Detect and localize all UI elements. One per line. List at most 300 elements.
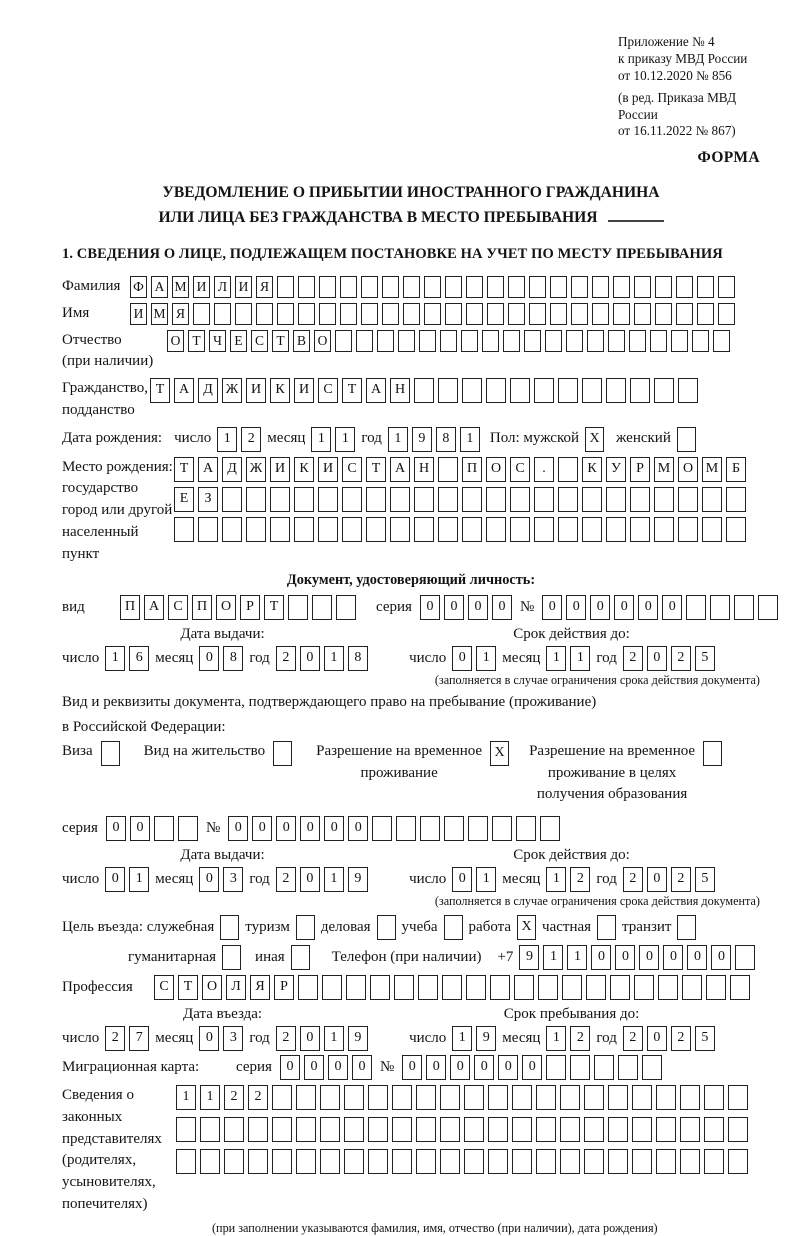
form-cell[interactable] [296, 1085, 316, 1110]
form-cell[interactable]: 7 [129, 1026, 149, 1051]
form-cell[interactable] [680, 1085, 700, 1110]
form-cell[interactable] [582, 517, 602, 542]
form-cell[interactable]: 3 [223, 1026, 243, 1051]
form-cell[interactable]: 1 [324, 1026, 344, 1051]
form-cell[interactable] [702, 517, 722, 542]
form-cell[interactable] [730, 975, 750, 1000]
form-cell[interactable]: П [462, 457, 482, 482]
form-cell[interactable] [174, 517, 194, 542]
form-cell[interactable]: З [198, 487, 218, 512]
form-cell[interactable]: 1 [476, 646, 496, 671]
form-cell[interactable]: 0 [402, 1055, 422, 1080]
form-cell[interactable] [176, 1117, 196, 1142]
form-cell[interactable]: 0 [498, 1055, 518, 1080]
checkbox-purpose-humanitarian[interactable] [222, 945, 241, 970]
form-cell[interactable] [656, 1149, 676, 1174]
form-cell[interactable]: 2 [671, 1026, 691, 1051]
form-cell[interactable] [718, 303, 735, 325]
form-cell[interactable]: 5 [695, 867, 715, 892]
form-cell[interactable]: И [270, 457, 290, 482]
form-cell[interactable] [342, 517, 362, 542]
form-cell[interactable] [510, 487, 530, 512]
checkbox-purpose-business[interactable] [377, 915, 396, 940]
form-cell[interactable] [606, 517, 626, 542]
form-cell[interactable]: . [534, 457, 554, 482]
form-cell[interactable] [758, 595, 778, 620]
form-cell[interactable] [248, 1117, 268, 1142]
form-cell[interactable] [342, 487, 362, 512]
form-cell[interactable]: 0 [276, 816, 296, 841]
form-cell[interactable]: 0 [300, 816, 320, 841]
form-cell[interactable] [466, 276, 483, 298]
form-cell[interactable]: Р [274, 975, 294, 1000]
form-cell[interactable] [403, 276, 420, 298]
form-cell[interactable]: И [318, 457, 338, 482]
form-cell[interactable] [487, 276, 504, 298]
form-cell[interactable]: 0 [228, 816, 248, 841]
form-cell[interactable]: А [151, 276, 168, 298]
checkbox-residence-permit[interactable] [273, 741, 292, 766]
form-cell[interactable] [246, 487, 266, 512]
form-cell[interactable]: 1 [452, 1026, 472, 1051]
form-cell[interactable] [445, 303, 462, 325]
form-cell[interactable] [200, 1149, 220, 1174]
form-cell[interactable]: О [202, 975, 222, 1000]
form-cell[interactable] [642, 1055, 662, 1080]
form-cell[interactable] [193, 303, 210, 325]
form-cell[interactable]: 1 [311, 427, 331, 452]
form-cell[interactable] [248, 1149, 268, 1174]
form-cell[interactable]: 5 [695, 646, 715, 671]
form-cell[interactable] [508, 276, 525, 298]
form-cell[interactable] [398, 330, 415, 352]
form-cell[interactable]: 9 [519, 945, 539, 970]
form-cell[interactable] [558, 517, 578, 542]
form-cell[interactable]: 1 [324, 867, 344, 892]
form-cell[interactable]: Ж [246, 457, 266, 482]
form-cell[interactable]: О [167, 330, 184, 352]
form-cell[interactable]: 0 [614, 595, 634, 620]
form-cell[interactable] [377, 330, 394, 352]
form-cell[interactable] [545, 330, 562, 352]
form-cell[interactable]: 0 [450, 1055, 470, 1080]
form-cell[interactable]: 0 [252, 816, 272, 841]
form-cell[interactable] [154, 816, 174, 841]
form-cell[interactable]: 1 [546, 867, 566, 892]
form-cell[interactable] [671, 330, 688, 352]
form-cell[interactable]: 0 [711, 945, 731, 970]
form-cell[interactable]: 1 [567, 945, 587, 970]
form-cell[interactable] [734, 595, 754, 620]
form-cell[interactable]: 0 [324, 816, 344, 841]
form-cell[interactable]: 0 [280, 1055, 300, 1080]
form-cell[interactable] [335, 330, 352, 352]
form-cell[interactable] [655, 276, 672, 298]
form-cell[interactable] [514, 975, 534, 1000]
form-cell[interactable] [558, 487, 578, 512]
form-cell[interactable] [298, 276, 315, 298]
form-cell[interactable] [512, 1149, 532, 1174]
form-cell[interactable] [697, 276, 714, 298]
form-cell[interactable]: Я [256, 276, 273, 298]
form-cell[interactable] [200, 1117, 220, 1142]
form-cell[interactable]: И [193, 276, 210, 298]
form-cell[interactable] [390, 487, 410, 512]
form-cell[interactable]: Ф [130, 276, 147, 298]
form-cell[interactable] [444, 816, 464, 841]
checkbox-purpose-transit[interactable] [677, 915, 696, 940]
form-cell[interactable]: С [154, 975, 174, 1000]
form-cell[interactable]: К [582, 457, 602, 482]
form-cell[interactable] [368, 1149, 388, 1174]
form-cell[interactable]: 8 [348, 646, 368, 671]
form-cell[interactable] [462, 378, 482, 403]
form-cell[interactable] [370, 975, 390, 1000]
form-cell[interactable] [419, 330, 436, 352]
form-cell[interactable] [632, 1117, 652, 1142]
form-cell[interactable]: Т [150, 378, 170, 403]
form-cell[interactable] [613, 276, 630, 298]
form-cell[interactable]: 0 [300, 867, 320, 892]
form-cell[interactable] [486, 487, 506, 512]
form-cell[interactable] [692, 330, 709, 352]
form-cell[interactable] [198, 517, 218, 542]
form-cell[interactable] [222, 487, 242, 512]
form-cell[interactable]: 0 [492, 595, 512, 620]
form-cell[interactable] [534, 378, 554, 403]
form-cell[interactable]: В [293, 330, 310, 352]
form-cell[interactable] [608, 330, 625, 352]
form-cell[interactable]: 0 [639, 945, 659, 970]
form-cell[interactable] [560, 1085, 580, 1110]
form-cell[interactable] [550, 276, 567, 298]
form-cell[interactable]: 1 [200, 1085, 220, 1110]
form-cell[interactable] [296, 1117, 316, 1142]
form-cell[interactable] [704, 1117, 724, 1142]
form-cell[interactable] [462, 517, 482, 542]
checkbox-purpose-official[interactable] [220, 915, 239, 940]
form-cell[interactable]: П [120, 595, 140, 620]
checkbox-purpose-tourism[interactable] [296, 915, 315, 940]
form-cell[interactable] [319, 303, 336, 325]
form-cell[interactable]: 1 [546, 646, 566, 671]
form-cell[interactable]: 0 [590, 595, 610, 620]
form-cell[interactable] [726, 517, 746, 542]
form-cell[interactable] [656, 1117, 676, 1142]
form-cell[interactable]: Д [198, 378, 218, 403]
form-cell[interactable]: Л [226, 975, 246, 1000]
checkbox-temp-residence-edu[interactable] [703, 741, 722, 766]
form-cell[interactable]: 2 [671, 867, 691, 892]
form-cell[interactable]: Т [366, 457, 386, 482]
form-cell[interactable] [320, 1149, 340, 1174]
form-cell[interactable] [319, 276, 336, 298]
form-cell[interactable] [536, 1149, 556, 1174]
form-cell[interactable]: Т [342, 378, 362, 403]
form-cell[interactable]: 0 [199, 1026, 219, 1051]
form-cell[interactable]: Ж [222, 378, 242, 403]
form-cell[interactable]: К [270, 378, 290, 403]
form-cell[interactable] [294, 487, 314, 512]
form-cell[interactable] [592, 276, 609, 298]
form-cell[interactable]: 0 [615, 945, 635, 970]
form-cell[interactable] [394, 975, 414, 1000]
form-cell[interactable] [629, 330, 646, 352]
form-cell[interactable] [392, 1085, 412, 1110]
form-cell[interactable]: Е [230, 330, 247, 352]
form-cell[interactable] [346, 975, 366, 1000]
form-cell[interactable] [176, 1149, 196, 1174]
form-cell[interactable]: 0 [304, 1055, 324, 1080]
form-cell[interactable]: 0 [420, 595, 440, 620]
form-cell[interactable]: 0 [522, 1055, 542, 1080]
form-cell[interactable] [224, 1149, 244, 1174]
form-cell[interactable]: Д [222, 457, 242, 482]
form-cell[interactable]: 0 [591, 945, 611, 970]
form-cell[interactable]: 1 [388, 427, 408, 452]
form-cell[interactable] [277, 276, 294, 298]
form-cell[interactable]: К [294, 457, 314, 482]
form-cell[interactable] [438, 378, 458, 403]
form-cell[interactable] [464, 1149, 484, 1174]
form-cell[interactable] [546, 1055, 566, 1080]
form-cell[interactable] [678, 487, 698, 512]
form-cell[interactable]: 2 [623, 1026, 643, 1051]
form-cell[interactable] [442, 975, 462, 1000]
form-cell[interactable] [582, 378, 602, 403]
form-cell[interactable] [277, 303, 294, 325]
form-cell[interactable]: 2 [276, 867, 296, 892]
form-cell[interactable] [440, 1085, 460, 1110]
form-cell[interactable]: С [318, 378, 338, 403]
form-cell[interactable]: 0 [452, 646, 472, 671]
form-cell[interactable]: С [251, 330, 268, 352]
form-cell[interactable] [372, 816, 392, 841]
form-cell[interactable]: П [192, 595, 212, 620]
form-cell[interactable] [676, 303, 693, 325]
form-cell[interactable]: 0 [352, 1055, 372, 1080]
form-cell[interactable] [318, 487, 338, 512]
form-cell[interactable] [468, 816, 488, 841]
form-cell[interactable]: М [654, 457, 674, 482]
form-cell[interactable] [512, 1085, 532, 1110]
form-cell[interactable]: 6 [129, 646, 149, 671]
form-cell[interactable] [534, 487, 554, 512]
form-cell[interactable] [676, 276, 693, 298]
form-cell[interactable]: 0 [647, 646, 667, 671]
form-cell[interactable] [224, 1117, 244, 1142]
form-cell[interactable] [584, 1149, 604, 1174]
form-cell[interactable] [713, 330, 730, 352]
form-cell[interactable]: 1 [176, 1085, 196, 1110]
form-cell[interactable] [654, 517, 674, 542]
form-cell[interactable]: 0 [452, 867, 472, 892]
form-cell[interactable] [584, 1117, 604, 1142]
form-cell[interactable]: 0 [328, 1055, 348, 1080]
form-cell[interactable]: 2 [671, 646, 691, 671]
form-cell[interactable] [488, 1149, 508, 1174]
checkbox-sex-female[interactable] [677, 427, 696, 452]
checkbox-sex-male[interactable]: X [585, 427, 604, 452]
form-cell[interactable] [510, 517, 530, 542]
form-cell[interactable] [658, 975, 678, 1000]
form-cell[interactable]: М [151, 303, 168, 325]
form-cell[interactable] [222, 517, 242, 542]
form-cell[interactable] [686, 595, 706, 620]
form-cell[interactable] [320, 1117, 340, 1142]
form-cell[interactable] [340, 276, 357, 298]
form-cell[interactable]: Ч [209, 330, 226, 352]
form-cell[interactable] [534, 517, 554, 542]
form-cell[interactable] [272, 1149, 292, 1174]
form-cell[interactable] [414, 378, 434, 403]
form-cell[interactable] [392, 1149, 412, 1174]
form-cell[interactable] [529, 303, 546, 325]
form-cell[interactable] [678, 517, 698, 542]
form-cell[interactable] [654, 378, 674, 403]
form-cell[interactable]: А [144, 595, 164, 620]
form-cell[interactable]: С [168, 595, 188, 620]
form-cell[interactable] [702, 487, 722, 512]
form-cell[interactable] [418, 975, 438, 1000]
form-cell[interactable] [464, 1117, 484, 1142]
form-cell[interactable]: 8 [223, 646, 243, 671]
form-cell[interactable]: 0 [130, 816, 150, 841]
form-cell[interactable]: 0 [647, 867, 667, 892]
form-cell[interactable]: А [366, 378, 386, 403]
form-cell[interactable] [608, 1117, 628, 1142]
form-cell[interactable]: Л [214, 276, 231, 298]
checkbox-visa[interactable] [101, 741, 120, 766]
form-cell[interactable] [608, 1149, 628, 1174]
form-cell[interactable]: С [342, 457, 362, 482]
form-cell[interactable]: 9 [348, 1026, 368, 1051]
form-cell[interactable] [492, 816, 512, 841]
form-cell[interactable] [613, 303, 630, 325]
form-cell[interactable]: О [678, 457, 698, 482]
form-cell[interactable]: Н [390, 378, 410, 403]
form-cell[interactable] [726, 487, 746, 512]
form-cell[interactable] [618, 1055, 638, 1080]
form-cell[interactable] [562, 975, 582, 1000]
form-cell[interactable] [322, 975, 342, 1000]
form-cell[interactable]: Т [174, 457, 194, 482]
checkbox-purpose-private[interactable] [597, 915, 616, 940]
form-cell[interactable]: 1 [543, 945, 563, 970]
form-cell[interactable]: 2 [276, 1026, 296, 1051]
form-cell[interactable] [486, 517, 506, 542]
form-cell[interactable] [510, 378, 530, 403]
form-cell[interactable]: Т [188, 330, 205, 352]
form-cell[interactable]: 2 [224, 1085, 244, 1110]
form-cell[interactable] [538, 975, 558, 1000]
form-cell[interactable] [558, 378, 578, 403]
form-cell[interactable] [256, 303, 273, 325]
form-cell[interactable]: 5 [695, 1026, 715, 1051]
form-cell[interactable] [416, 1117, 436, 1142]
form-cell[interactable]: Е [174, 487, 194, 512]
form-cell[interactable]: Р [240, 595, 260, 620]
form-cell[interactable] [488, 1117, 508, 1142]
form-cell[interactable] [516, 816, 536, 841]
form-cell[interactable] [718, 276, 735, 298]
form-cell[interactable] [462, 487, 482, 512]
form-cell[interactable] [706, 975, 726, 1000]
form-cell[interactable] [582, 487, 602, 512]
form-cell[interactable] [246, 517, 266, 542]
form-cell[interactable]: 2 [570, 1026, 590, 1051]
form-cell[interactable] [490, 975, 510, 1000]
form-cell[interactable]: 1 [460, 427, 480, 452]
form-cell[interactable] [368, 1117, 388, 1142]
form-cell[interactable]: 1 [546, 1026, 566, 1051]
form-cell[interactable] [344, 1149, 364, 1174]
form-cell[interactable] [403, 303, 420, 325]
form-cell[interactable] [414, 517, 434, 542]
form-cell[interactable]: О [314, 330, 331, 352]
form-cell[interactable]: 0 [542, 595, 562, 620]
form-cell[interactable] [424, 303, 441, 325]
form-cell[interactable] [390, 517, 410, 542]
form-cell[interactable] [728, 1149, 748, 1174]
form-cell[interactable]: Б [726, 457, 746, 482]
form-cell[interactable]: 1 [570, 646, 590, 671]
form-cell[interactable] [214, 303, 231, 325]
form-cell[interactable]: А [174, 378, 194, 403]
form-cell[interactable] [382, 276, 399, 298]
form-cell[interactable] [288, 595, 308, 620]
form-cell[interactable]: 0 [105, 867, 125, 892]
form-cell[interactable]: М [702, 457, 722, 482]
form-cell[interactable]: 3 [223, 867, 243, 892]
form-cell[interactable]: 8 [436, 427, 456, 452]
form-cell[interactable]: И [246, 378, 266, 403]
form-cell[interactable] [424, 276, 441, 298]
form-cell[interactable] [466, 975, 486, 1000]
form-cell[interactable]: 0 [638, 595, 658, 620]
form-cell[interactable] [704, 1085, 724, 1110]
form-cell[interactable] [680, 1149, 700, 1174]
form-cell[interactable]: 2 [241, 427, 261, 452]
form-cell[interactable]: О [486, 457, 506, 482]
form-cell[interactable] [366, 487, 386, 512]
form-cell[interactable]: 2 [623, 867, 643, 892]
form-cell[interactable]: Р [630, 457, 650, 482]
form-cell[interactable]: 2 [248, 1085, 268, 1110]
form-cell[interactable] [440, 330, 457, 352]
form-cell[interactable] [634, 276, 651, 298]
form-cell[interactable] [608, 1085, 628, 1110]
form-cell[interactable] [606, 378, 626, 403]
form-cell[interactable] [571, 303, 588, 325]
form-cell[interactable]: 0 [426, 1055, 446, 1080]
form-cell[interactable]: 0 [468, 595, 488, 620]
form-cell[interactable] [368, 1085, 388, 1110]
form-cell[interactable] [570, 1055, 590, 1080]
form-cell[interactable] [536, 1117, 556, 1142]
form-cell[interactable] [340, 303, 357, 325]
form-cell[interactable] [270, 487, 290, 512]
form-cell[interactable]: У [606, 457, 626, 482]
form-cell[interactable] [361, 303, 378, 325]
form-cell[interactable]: 0 [662, 595, 682, 620]
form-cell[interactable] [361, 276, 378, 298]
form-cell[interactable] [682, 975, 702, 1000]
form-cell[interactable] [584, 1085, 604, 1110]
form-cell[interactable] [320, 1085, 340, 1110]
form-cell[interactable] [529, 276, 546, 298]
form-cell[interactable] [382, 303, 399, 325]
